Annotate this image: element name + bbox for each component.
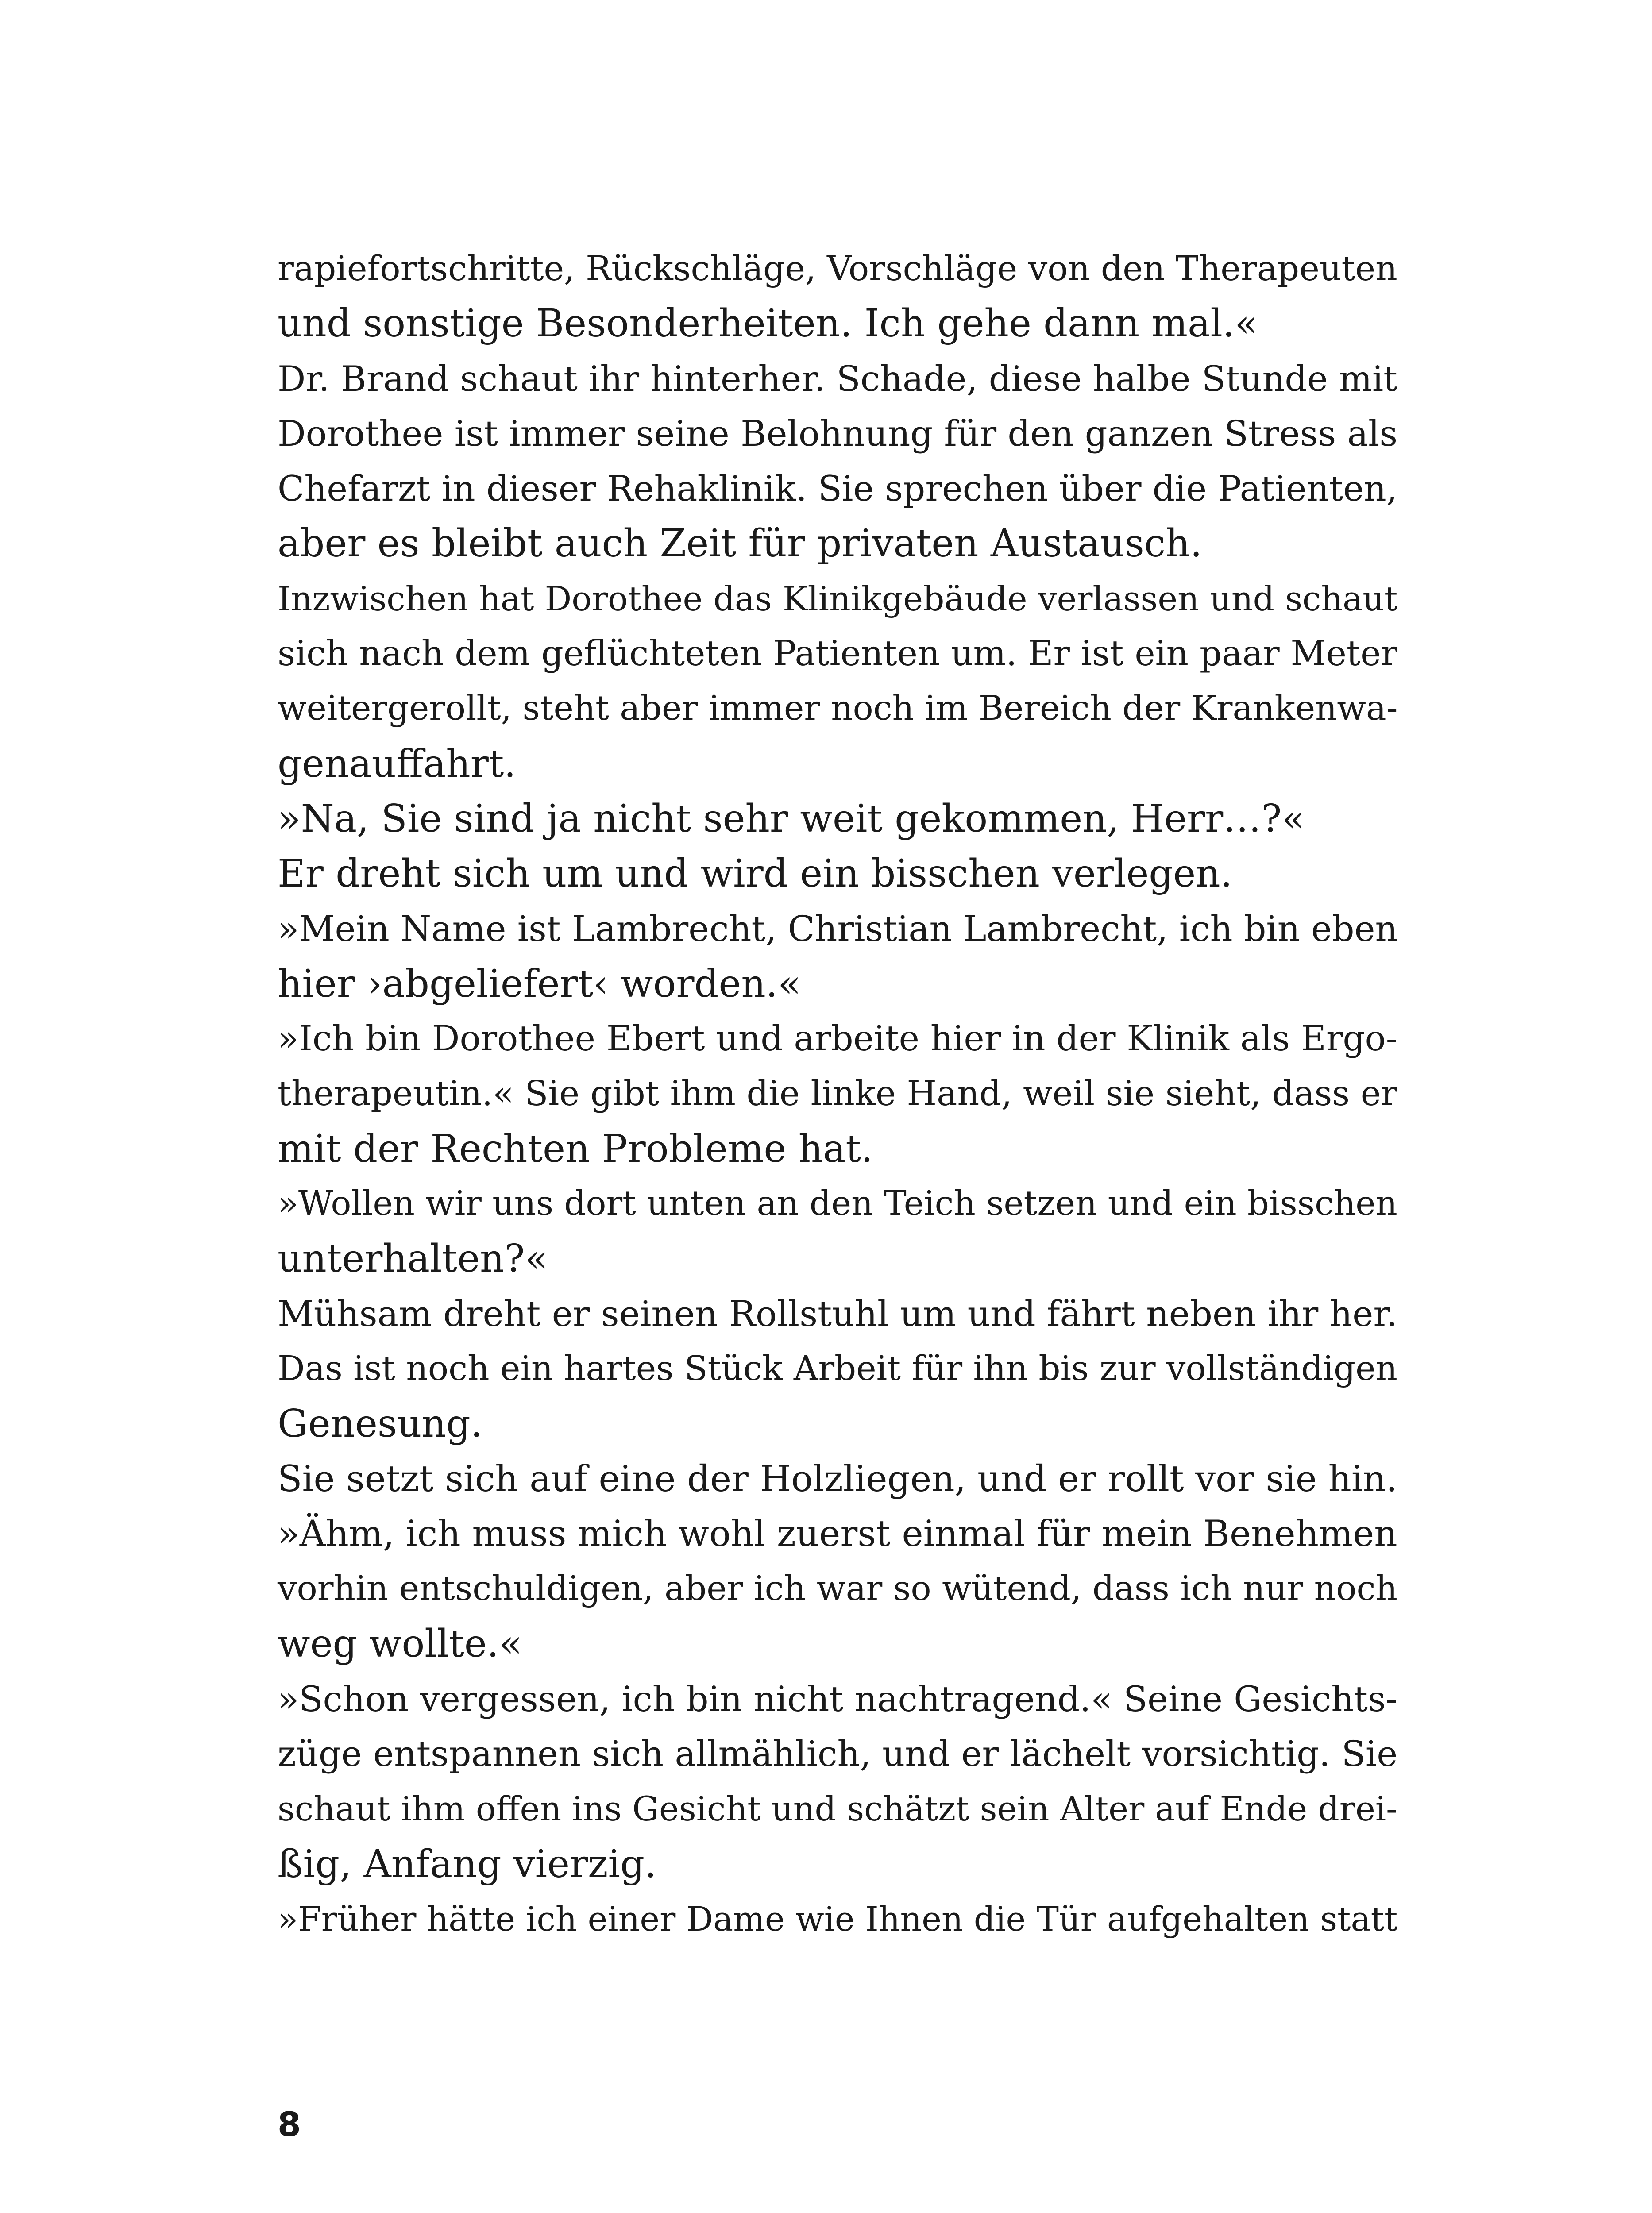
text-line: mit der Rechten Probleme hat.	[278, 1126, 873, 1171]
text-line: »Früher hätte ich einer Dame wie Ihnen die Tür aufgehalten statt	[278, 1899, 1398, 1939]
text-line: und sonstige Besonderheiten. Ich gehe dann mal.«	[278, 301, 1258, 346]
text-line: schaut ihm offen ins Gesicht und schätzt sein Alter auf Ende drei-	[278, 1789, 1397, 1829]
text-line: »Ähm, ich muss mich wohl zuerst einmal für mein Benehmen	[278, 1513, 1397, 1555]
text-line: Er dreht sich um und wird ein bisschen verlegen.	[278, 852, 1232, 896]
text-line: unterhalten?«	[278, 1237, 548, 1281]
page-number: 8	[278, 2105, 301, 2144]
text-line: Genesung.	[278, 1402, 483, 1446]
text-line: therapeutin.« Sie gibt ihm die linke Hand, weil sie sieht, dass er	[278, 1074, 1397, 1114]
text-line: »Wollen wir uns dort unten an den Teich setzen und ein bisschen	[278, 1184, 1397, 1224]
text-line: genauffahrt.	[278, 741, 516, 786]
text-line: aber es bleibt auch Zeit für privaten Austausch.	[278, 521, 1202, 566]
text-line: weitergerollt, steht aber immer noch im Bereich der Krankenwa-	[278, 689, 1398, 729]
text-line: Chefarzt in dieser Rehaklinik. Sie sprechen über die Patienten,	[278, 468, 1397, 509]
body-text	[278, 241, 1397, 1947]
text-line: Mühsam dreht er seinen Rollstuhl um und fährt neben ihr her.	[278, 1293, 1398, 1334]
text-line: »Schon vergessen, ich bin nicht nachtragend.« Seine Gesichts-	[278, 1678, 1398, 1720]
text-line: Dr. Brand schaut ihr hinterher. Schade, diese halbe Stunde mit	[278, 358, 1397, 399]
text-line: vorhin entschuldigen, aber ich war so wütend, dass ich nur noch	[278, 1569, 1398, 1609]
text-line: rapiefortschritte, Rückschläge, Vorschläge von den Therapeuten	[278, 249, 1397, 289]
text-line: »Mein Name ist Lambrecht, Christian Lambrecht, ich bin eben	[278, 908, 1398, 949]
text-line: Dorothee ist immer seine Belohnung für den ganzen Stress als	[278, 413, 1398, 454]
text-line: »Ich bin Dorothee Ebert und arbeite hier in der Klinik als Ergo-	[278, 1018, 1398, 1059]
text-line: »Na, Sie sind ja nicht sehr weit gekommen, Herr…?«	[278, 796, 1305, 841]
text-line: Sie setzt sich auf eine der Holzliegen, und er rollt vor sie hin.	[278, 1458, 1397, 1500]
text-line: Das ist noch ein hartes Stück Arbeit für ihn bis zur vollständigen	[278, 1349, 1398, 1388]
text-line: Inzwischen hat Dorothee das Klinikgebäude verlassen und schaut	[278, 579, 1398, 618]
text-line: hier ›abgeliefert‹ worden.«	[278, 961, 801, 1006]
text-line: ßig, Anfang vierzig.	[278, 1842, 657, 1886]
text-line: weg wollte.«	[278, 1622, 522, 1666]
text-line: züge entspannen sich allmählich, und er lächelt vorsichtig. Sie	[278, 1733, 1398, 1775]
text-line: sich nach dem geflüchteten Patienten um. Er ist ein paar Meter	[278, 633, 1397, 674]
